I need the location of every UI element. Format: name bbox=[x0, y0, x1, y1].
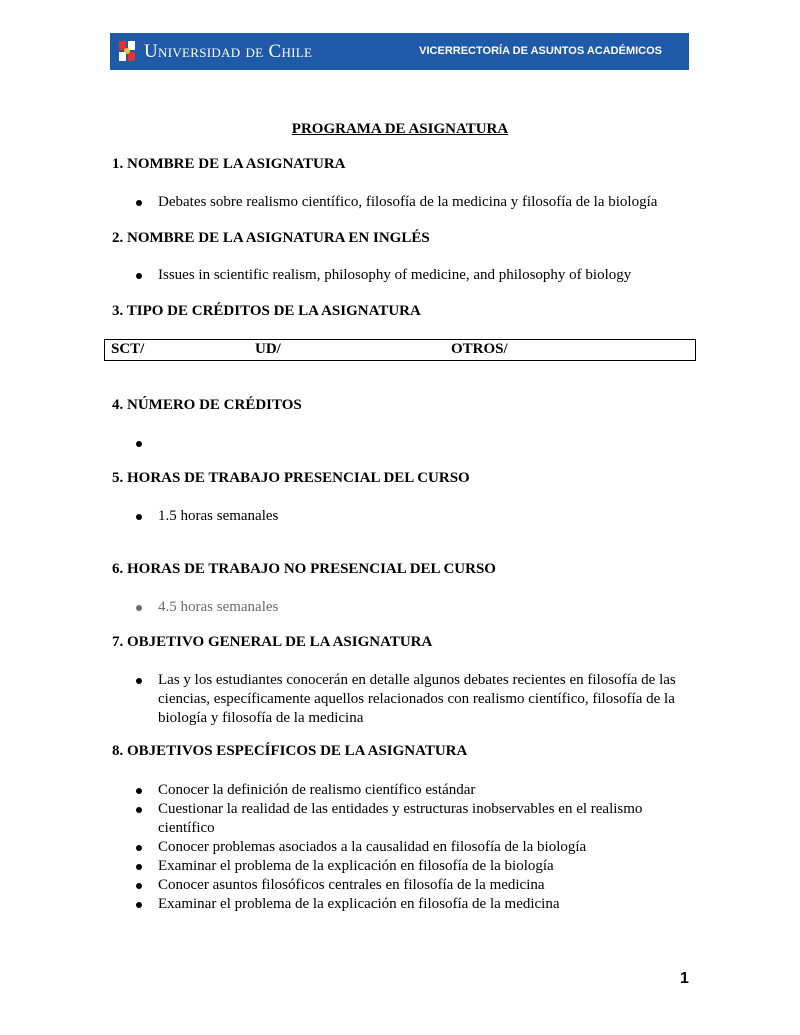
list-item: Debates sobre realismo científico, filosofía de la medicina y filosofía de la biología bbox=[130, 193, 698, 212]
section-heading-7: 7. OBJETIVO GENERAL DE LA ASIGNATURA bbox=[112, 634, 433, 650]
section-8-list bbox=[130, 781, 698, 914]
page-number: 1 bbox=[680, 970, 689, 987]
section-heading-6: 6. HORAS DE TRABAJO NO PRESENCIAL DEL CURSO bbox=[112, 561, 496, 577]
section-5-list bbox=[130, 507, 698, 526]
list-item: 1.5 horas semanales bbox=[130, 507, 698, 526]
office-name: VICERRECTORÍA DE ASUNTOS ACADÉMICOS bbox=[419, 45, 662, 57]
section-7-list bbox=[130, 671, 698, 728]
list-item: Examinar el problema de la explicación en filosofía de la biología bbox=[130, 857, 698, 876]
section-heading-5: 5. HORAS DE TRABAJO PRESENCIAL DEL CURSO bbox=[112, 470, 470, 486]
section-2-list bbox=[130, 266, 698, 285]
section-heading-3: 3. TIPO DE CRÉDITOS DE LA ASIGNATURA bbox=[112, 303, 421, 319]
list-item: Conocer asuntos filosóficos centrales en filosofía de la medicina bbox=[130, 876, 698, 895]
credit-type-table bbox=[104, 339, 696, 361]
credit-type-sct: SCT/ bbox=[111, 341, 145, 357]
list-item: 4.5 horas semanales bbox=[130, 598, 698, 617]
credit-type-otros: OTROS/ bbox=[451, 341, 508, 357]
list-item: Las y los estudiantes conocerán en detalle algunos debates recientes en filosofía de las ciencias, específicamente aquellos relacionados con realismo científico, filosofía de la biología y filosofía de la medicina bbox=[130, 671, 698, 728]
list-item bbox=[130, 434, 698, 453]
list-item: Issues in scientific realism, philosophy of medicine, and philosophy of biology bbox=[130, 266, 698, 285]
section-4-list bbox=[130, 434, 698, 453]
list-item: Conocer problemas asociados a la causalidad en filosofía de la biología bbox=[130, 838, 698, 857]
list-item: Conocer la definición de realismo científico estándar bbox=[130, 781, 698, 800]
section-1-list bbox=[130, 193, 698, 212]
credit-type-ud: UD/ bbox=[255, 341, 281, 357]
list-item: Cuestionar la realidad de las entidades y estructuras inobservables en el realismo científico bbox=[130, 800, 698, 838]
university-name: Universidad de Chile bbox=[144, 41, 313, 62]
section-heading-1: 1. NOMBRE DE LA ASIGNATURA bbox=[112, 156, 346, 172]
section-6-list bbox=[130, 598, 698, 617]
page-title: PROGRAMA DE ASIGNATURA bbox=[291, 121, 509, 137]
section-heading-4: 4. NÚMERO DE CRÉDITOS bbox=[112, 397, 302, 413]
section-heading-8: 8. OBJETIVOS ESPECÍFICOS DE LA ASIGNATURA bbox=[112, 743, 468, 759]
section-heading-2: 2. NOMBRE DE LA ASIGNATURA EN INGLÉS bbox=[112, 230, 430, 246]
university-crest-icon bbox=[117, 38, 137, 64]
header-banner bbox=[110, 33, 689, 70]
list-item: Examinar el problema de la explicación en filosofía de la medicina bbox=[130, 895, 698, 914]
